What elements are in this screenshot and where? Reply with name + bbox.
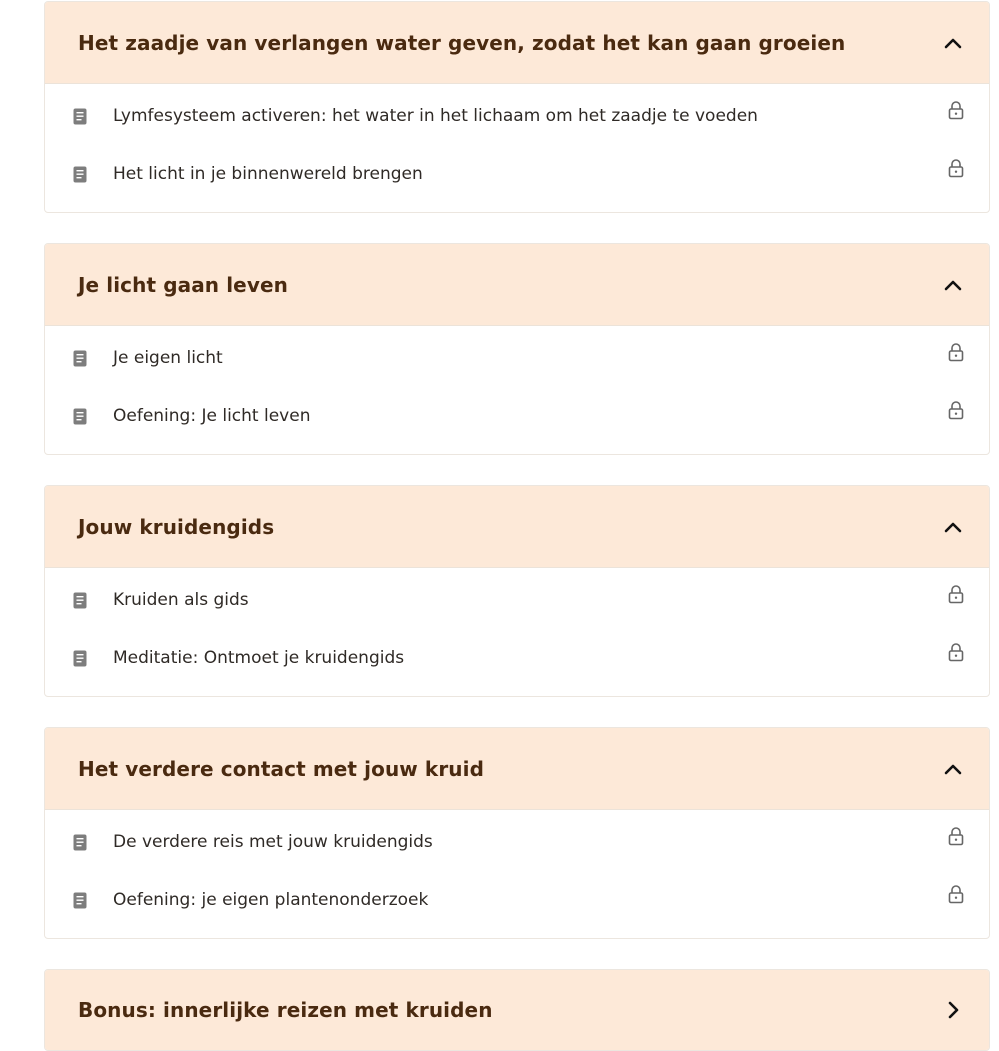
lesson-title: Kruiden als gids — [113, 590, 249, 610]
section — [44, 1, 990, 213]
section-title: Het verdere contact met jouw kruid — [78, 756, 485, 781]
lesson-item[interactable] — [45, 328, 989, 388]
document-icon — [73, 892, 87, 909]
lock-icon — [947, 826, 965, 846]
lesson-item[interactable] — [45, 812, 989, 872]
section-header[interactable] — [45, 970, 989, 1050]
section-title: Jouw kruidengids — [78, 514, 275, 539]
lesson-title: Lymfesysteem activeren: het water in het lichaam om het zaadje te voeden — [113, 106, 758, 126]
lock-icon — [947, 100, 965, 120]
chevron-right-icon[interactable] — [941, 998, 965, 1022]
lesson-item[interactable] — [45, 144, 989, 204]
section-header[interactable] — [45, 486, 989, 568]
lesson-item[interactable] — [45, 628, 989, 688]
lesson-title: Oefening: Je licht leven — [113, 406, 311, 426]
lock-icon — [947, 158, 965, 178]
lesson-title: De verdere reis met jouw kruidengids — [113, 832, 433, 852]
section — [44, 243, 990, 455]
chevron-up-icon[interactable] — [941, 515, 965, 539]
section-title: Het zaadje van verlangen water geven, zodat het kan gaan groeien — [78, 30, 846, 55]
lesson-title: Oefening: je eigen plantenonderzoek — [113, 890, 429, 910]
lesson-list — [45, 568, 989, 696]
lesson-item[interactable] — [45, 870, 989, 930]
lock-icon — [947, 884, 965, 904]
chevron-up-icon[interactable] — [941, 31, 965, 55]
document-icon — [73, 350, 87, 367]
lesson-title: Je eigen licht — [113, 348, 223, 368]
lesson-title: Meditatie: Ontmoet je kruidengids — [113, 648, 405, 668]
lock-icon — [947, 584, 965, 604]
chevron-up-icon[interactable] — [941, 757, 965, 781]
lock-icon — [947, 400, 965, 420]
section — [44, 727, 990, 939]
course-curriculum — [44, 1, 990, 1051]
lesson-title: Het licht in je binnenwereld brengen — [113, 164, 423, 184]
lesson-list — [45, 326, 989, 454]
document-icon — [73, 166, 87, 183]
lesson-item[interactable] — [45, 386, 989, 446]
section — [44, 485, 990, 697]
lesson-item[interactable] — [45, 86, 989, 146]
document-icon — [73, 592, 87, 609]
section-title: Bonus: innerlijke reizen met kruiden — [78, 998, 493, 1022]
section-header[interactable] — [45, 728, 989, 810]
lock-icon — [947, 342, 965, 362]
lesson-list — [45, 84, 989, 212]
section-header[interactable] — [45, 244, 989, 326]
lock-icon — [947, 642, 965, 662]
lesson-list — [45, 810, 989, 938]
document-icon — [73, 650, 87, 667]
section — [44, 969, 990, 1051]
chevron-up-icon[interactable] — [941, 273, 965, 297]
section-title: Je licht gaan leven — [78, 272, 288, 297]
document-icon — [73, 834, 87, 851]
document-icon — [73, 108, 87, 125]
section-header[interactable] — [45, 2, 989, 84]
lesson-item[interactable] — [45, 570, 989, 630]
document-icon — [73, 408, 87, 425]
